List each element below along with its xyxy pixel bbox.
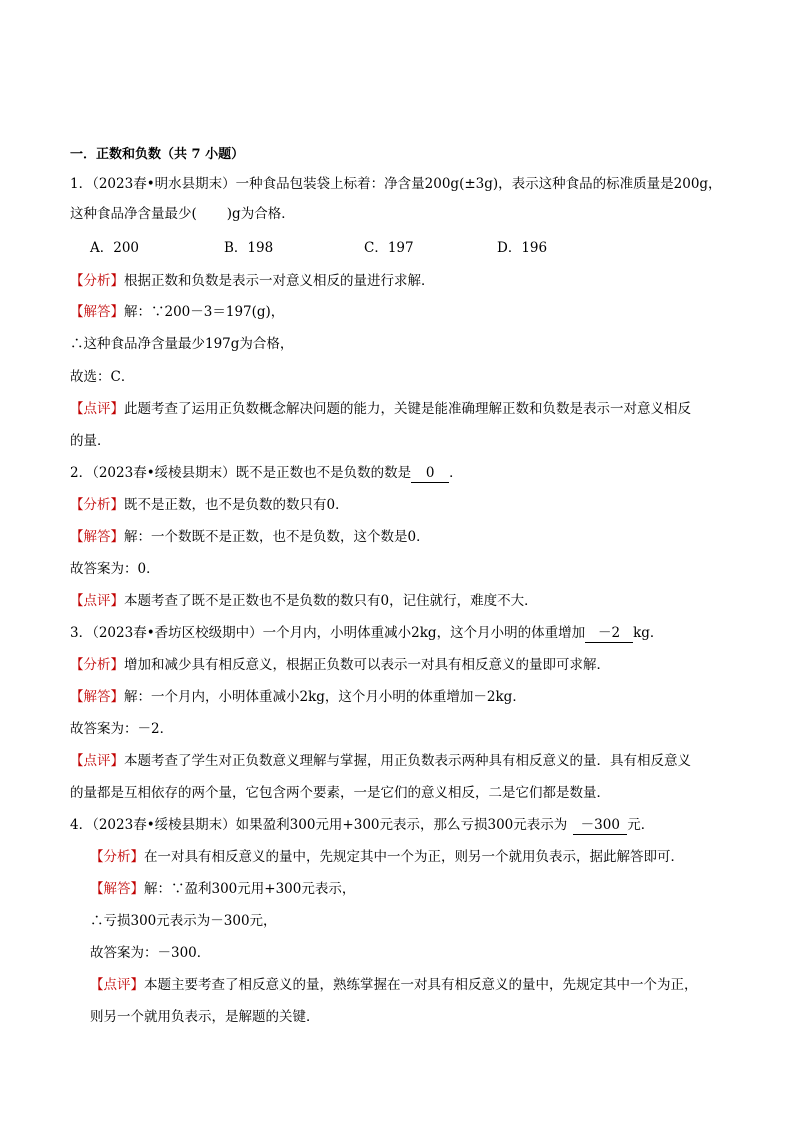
q1-stem-line2	[70, 205, 295, 223]
q2-stem-post: ．	[449, 465, 463, 481]
analysis-tag: 【分析】	[90, 849, 144, 865]
q4-comment-text: 本题主要考查了相反意义的量，熟练掌握在一对具有相反意义的量中，先规定其中一个为正，	[144, 977, 698, 993]
q1-option-c: C．197	[364, 240, 414, 256]
q3-stem-pre: 3．（2023春•香坊区校级期中）一个月内，小明体重减小2kg，这个月小明的体重增加	[70, 625, 586, 641]
q4-stem-pre: 4．（2023春•绥棱县期末）如果盈利300元用+300元表示，那么亏损300元表示为	[70, 817, 568, 833]
q4-analysis	[90, 848, 684, 866]
q3-analysis-text: 增加和减少具有相反意义，根据正负数可以表示一对具有相反意义的量即可求解．	[124, 657, 610, 673]
q1-option-d: D．196	[497, 240, 548, 256]
q1-stem-post: )g为合格．	[226, 206, 295, 222]
q4-answer	[90, 880, 355, 898]
q4-final: 故答案为：－300．	[90, 945, 211, 961]
q1-analysis	[70, 272, 435, 290]
q1-stem-pre: 这种食品净含量最少(	[70, 206, 197, 222]
q1-comment-line2: 的量．	[70, 433, 111, 449]
q1-comment-text: 此题考查了运用正负数概念解决问题的能力，关键是能准确理解正数和负数是表示一对意义相反	[124, 401, 691, 417]
q3-comment-line2: 的量都是互相依存的两个量，它包含两个要素，一是它们的意义相反，二是它们都是数量．	[70, 785, 610, 801]
q2-answer-blank: 0	[411, 464, 449, 483]
q2-final: 故答案为：0．	[70, 561, 160, 577]
q4-stem	[70, 816, 654, 835]
q4-stem-post: 元．	[627, 817, 655, 833]
answer-tag: 【解答】	[70, 304, 124, 320]
q2-answer	[70, 528, 430, 546]
q3-analysis	[70, 656, 610, 674]
q4-comment	[90, 976, 698, 994]
q3-answer-text: 解：一个月内，小明体重减小2kg，这个月小明的体重增加－2kg．	[124, 689, 526, 705]
q2-analysis	[70, 496, 349, 514]
q3-stem-post: kg．	[633, 625, 664, 641]
answer-tag: 【解答】	[70, 689, 124, 705]
q1-answer-text: 解：∵200－3＝197(g)，	[124, 304, 285, 320]
q4-answer-text: 解：∵盈利300元用+300元表示，	[144, 881, 356, 897]
analysis-tag: 【分析】	[70, 273, 124, 289]
q4-answer-blank: －300	[573, 816, 627, 835]
q2-analysis-text: 既不是正数，也不是负数的数只有0．	[124, 497, 349, 513]
q1-answer	[70, 303, 284, 321]
q4-answer-line2: ∴亏损300元表示为－300元，	[90, 913, 277, 929]
comment-tag: 【点评】	[90, 977, 144, 993]
q4-comment-line2: 则另一个就用负表示，是解题的关键．	[90, 1009, 320, 1025]
q3-comment-text: 本题考查了学生对正负数意义理解与掌握，用正负数表示两种具有相反意义的量．具有相反意义	[124, 753, 691, 769]
q3-answer-blank: －2	[585, 624, 633, 643]
q3-stem	[70, 624, 663, 643]
q2-answer-text: 解：一个数既不是正数，也不是负数，这个数是0．	[124, 529, 430, 545]
q3-answer	[70, 688, 526, 706]
q2-stem	[70, 464, 463, 483]
q1-answer-line2: ∴这种食品净含量最少197g为合格，	[70, 336, 294, 352]
comment-tag: 【点评】	[70, 753, 124, 769]
q1-stem-line1: 1．（2023春•明水县期末）一种食品包装袋上标着：净含量200g(±3g)，表示这种食品的标准质量是200g，	[70, 176, 722, 192]
q4-analysis-text: 在一对具有相反意义的量中，先规定其中一个为正，则另一个就用负表示，据此解答即可．	[144, 849, 684, 865]
answer-tag: 【解答】	[90, 881, 144, 897]
q1-choose: 故选：C．	[70, 369, 135, 385]
q1-option-b: B．198	[224, 240, 274, 256]
section-title: 一．正数和负数（共 7 小题）	[70, 147, 245, 162]
q1-option-a: A．200	[90, 240, 140, 256]
q2-stem-pre: 2．（2023春•绥棱县期末）既不是正数也不是负数的数是	[70, 465, 412, 481]
comment-tag: 【点评】	[70, 401, 124, 417]
q1-comment	[70, 400, 691, 418]
answer-tag: 【解答】	[70, 529, 124, 545]
comment-tag: 【点评】	[70, 593, 124, 609]
q1-analysis-text: 根据正数和负数是表示一对意义相反的量进行求解．	[124, 273, 435, 289]
analysis-tag: 【分析】	[70, 497, 124, 513]
q3-final: 故答案为：－2．	[70, 721, 174, 737]
q2-comment	[70, 592, 538, 610]
q3-comment	[70, 752, 691, 770]
analysis-tag: 【分析】	[70, 657, 124, 673]
q2-comment-text: 本题考查了既不是正数也不是负数的数只有0，记住就行，难度不大．	[124, 593, 538, 609]
